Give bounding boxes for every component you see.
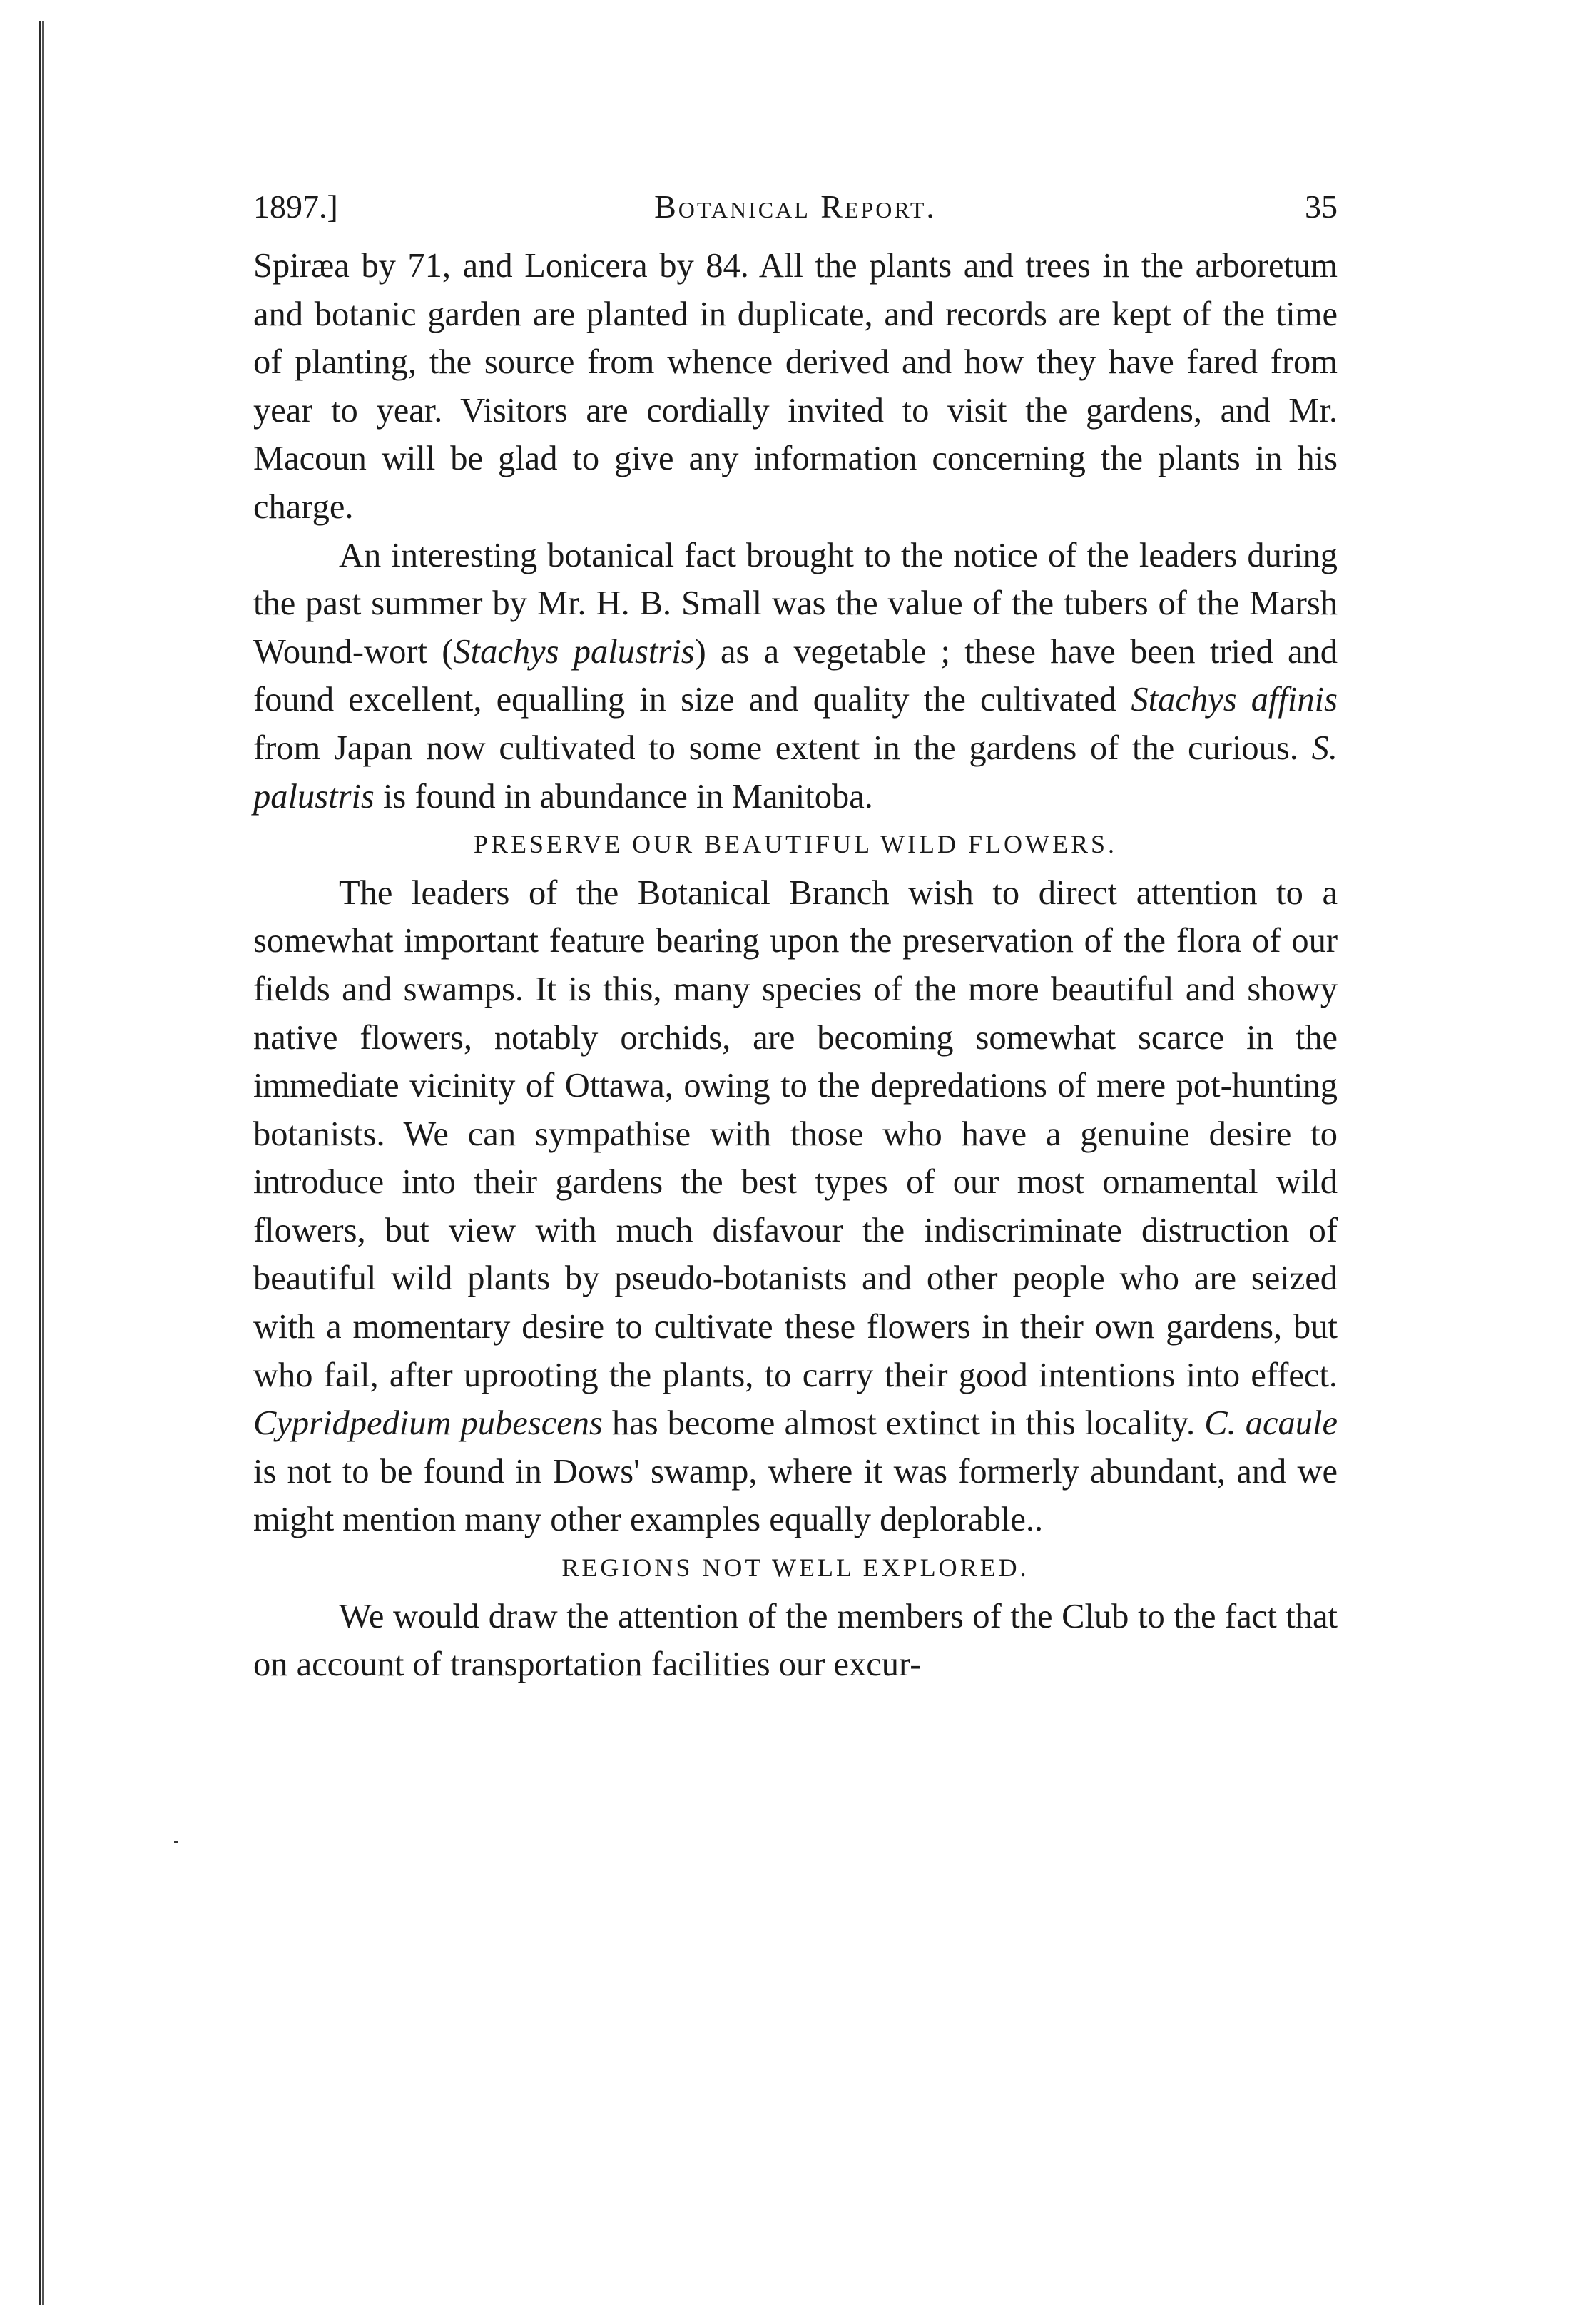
paragraph-wild-flowers (253, 869, 1338, 1544)
paragraph-arboretum: Spiræa by 71, and Lonicera by 84. All the plants and trees in the arboretum and botanic garden are planted in duplicate, and records are kept of the time of planting, the source from whence derived and how they have fared from year to year. Visitors are cordially invited to visit the gardens, and Mr. Macoun will be glad to give any information concerning the plants in his charge. (253, 247, 1338, 526)
section-heading-regions: REGIONS NOT WELL EXPLORED. (561, 1553, 1029, 1583)
species-name: Stachys affinis (1131, 681, 1338, 719)
species-name: Cypridpedium pubescens (253, 1404, 603, 1443)
section-heading-wild-flowers: PRESERVE OUR BEAUTIFUL WILD FLOWERS. (473, 830, 1118, 859)
paragraph-stachys (253, 532, 1338, 821)
species-name: S. palustris (253, 729, 1338, 816)
text-run: The leaders of the Botanical Branch wish to direct attention to a somewhat important feature bearing upon the preservation of the flora of our fields and swamps. It is this, many species of the more beautiful and showy native flowers, notably orchids, are becoming somewhat scarce in the immediate vicinity of Ottawa, owing to the depredations of mere pot-hunting botanists. We can sympathise with those who have a genuine desire to introduce into their gardens the best types of our most ornamental wild flowers, but view with much disfavour the indiscriminate distruction of beautiful wild plants by pseudo-botanists and other people who are seized with a momentary desire to cultivate these flowers in their own gardens, but who fail, after uprooting the plants, to carry their good intentions into effect. (253, 873, 1338, 1394)
species-name: C. acaule (1204, 1404, 1338, 1443)
body-text (253, 242, 1338, 1689)
paragraph-regions: We would draw the attention of the members of the Club to the fact that on account of transportation facilities our excur- (253, 1597, 1338, 1684)
book-page (253, 182, 1338, 1689)
text-run: has become almost extinct in this locality. (602, 1404, 1205, 1443)
running-head-year: 1897.] (253, 188, 338, 225)
running-head-title: Botanical Report. (654, 188, 937, 225)
text-run: is found in abundance in Manitoba. (374, 777, 873, 816)
text-run: An interesting botanical fact brought to the notice of the leaders during the past summer by Mr. H. B. Small was the value of the tubers of the Marsh Wound-wort ( (253, 536, 1338, 671)
text-run: from Japan now cultivated to some extent in the gardens of the curious. (253, 729, 1312, 767)
species-name: Stachys palustris (453, 632, 695, 671)
page-number: 35 (1305, 188, 1338, 225)
page-binding-edge (39, 21, 46, 2305)
text-run: ) as a vegetable ; these have been tried and found excellent, equalling in size and quality the cultivated (253, 632, 1338, 719)
scan-speck (174, 1841, 178, 1843)
running-head (253, 182, 1338, 232)
text-run: is not to be found in Dows' swamp, where it was formerly abundant, and we might mention many other examples equally deplorable.. (253, 1452, 1338, 1539)
